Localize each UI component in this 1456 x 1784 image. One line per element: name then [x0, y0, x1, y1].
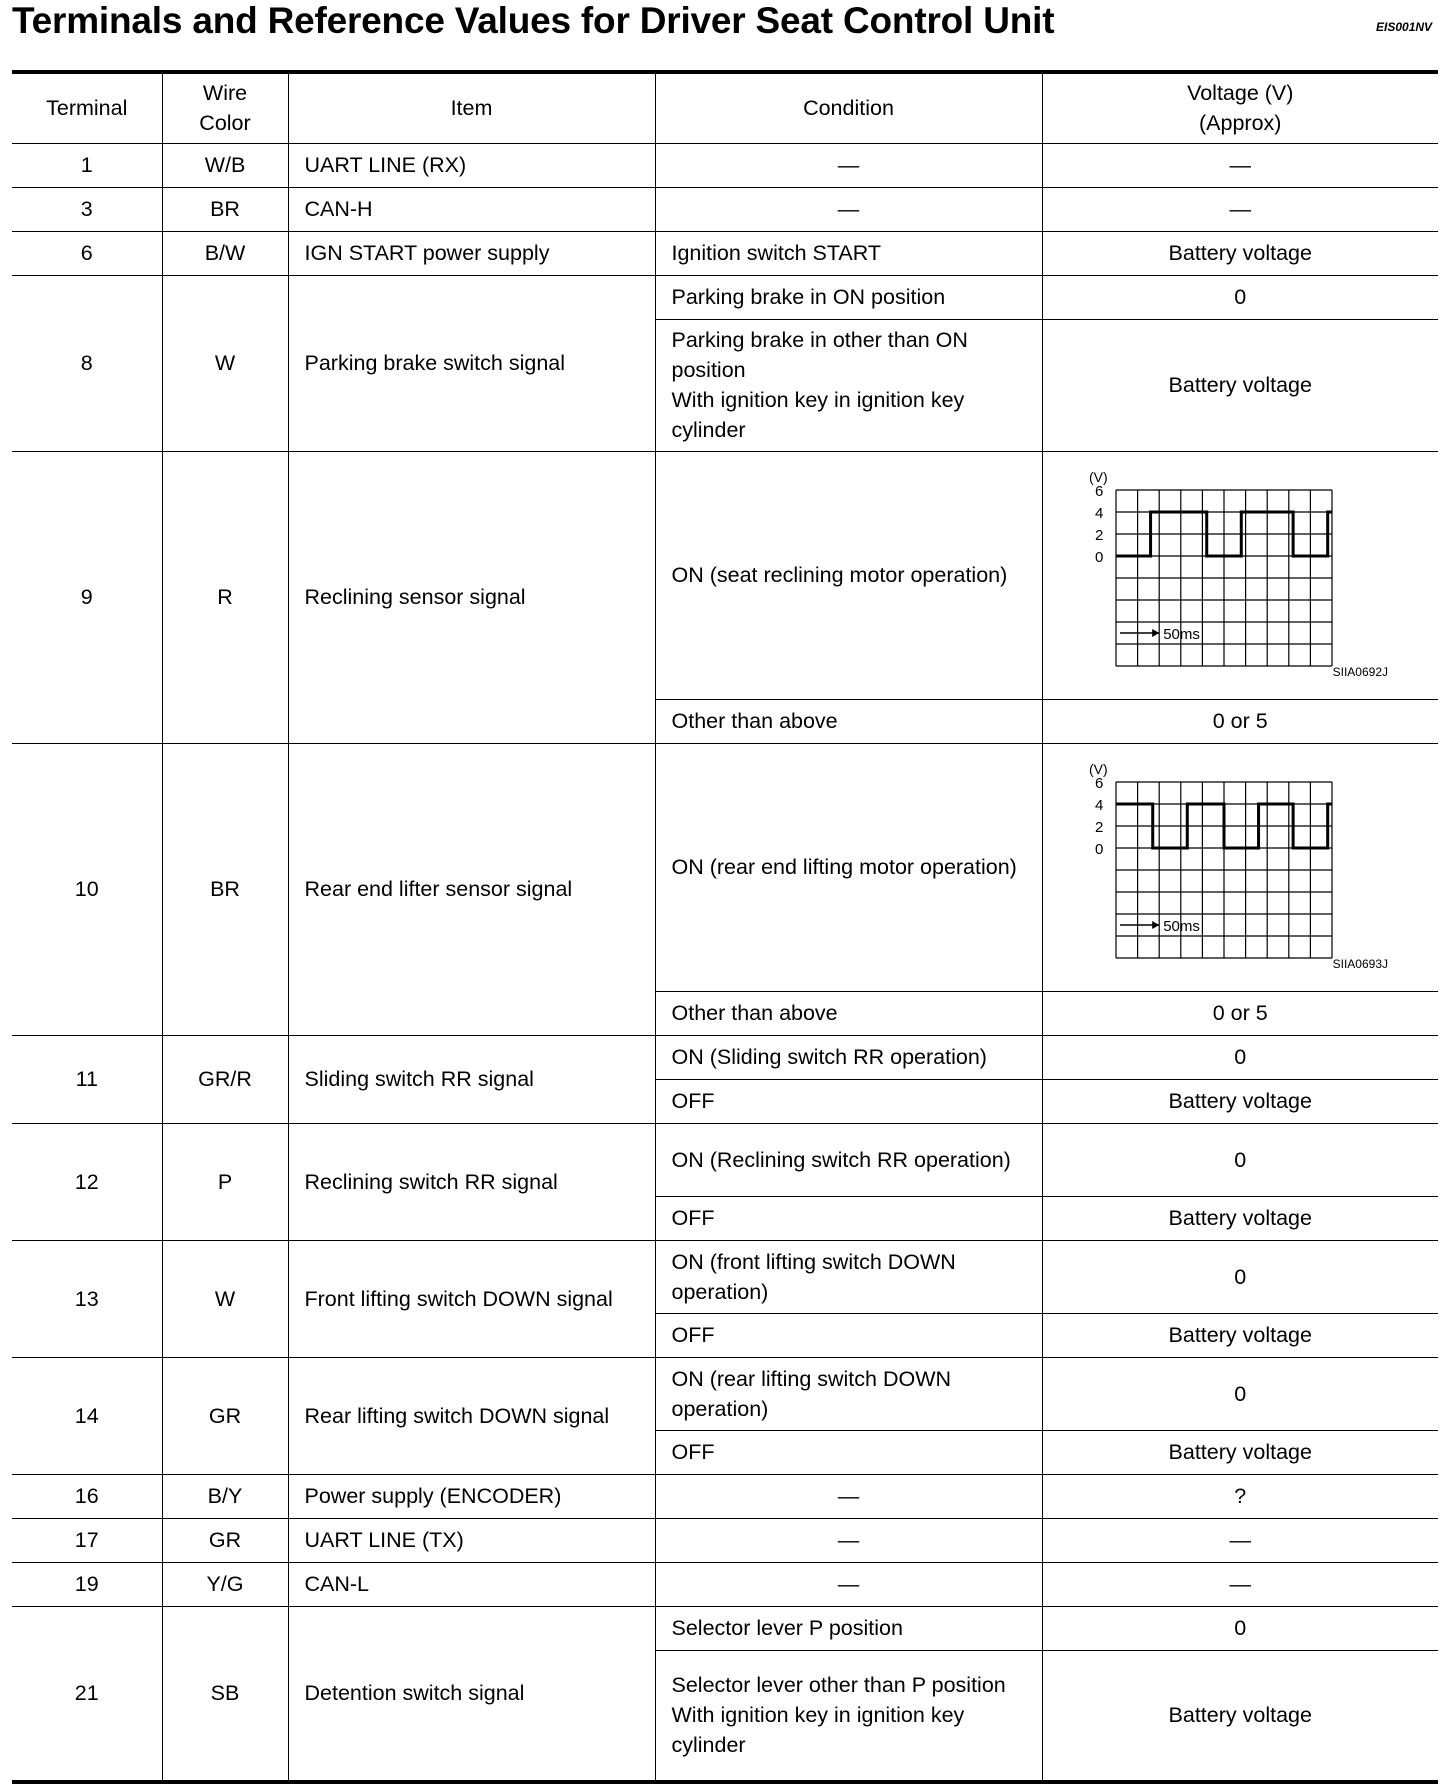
cell-voltage: — [1042, 143, 1438, 187]
cell-condition [655, 1123, 1042, 1196]
cell-voltage: 0 [1042, 275, 1438, 319]
cell-item: Detention switch signal [288, 1606, 655, 1782]
condition-text: ON (seat reclining motor operation) [671, 563, 1008, 587]
cell-condition [655, 319, 1042, 451]
table-row [12, 143, 1438, 187]
cell-item: CAN-H [288, 187, 655, 231]
cell-condition [655, 1035, 1042, 1079]
cell-condition [655, 187, 1042, 231]
cell-condition [655, 1650, 1042, 1782]
table-row [12, 187, 1438, 231]
page-title: Terminals and Reference Values for Driver Seat Control Unit [12, 0, 1055, 41]
cell-condition [655, 1606, 1042, 1650]
condition-text: Selector lever P position [671, 1616, 903, 1640]
header-item: Item [288, 72, 655, 143]
cell-condition [655, 451, 1042, 699]
header-row [12, 72, 1438, 143]
table-row [12, 1123, 1438, 1196]
table-row [12, 743, 1438, 991]
condition-text: — [837, 153, 860, 177]
cell-wire-color: BR [162, 743, 288, 1035]
cell-voltage: 0 [1042, 1035, 1438, 1079]
header-terminal: Terminal [12, 72, 162, 143]
axis-tick-label: 4 [1094, 796, 1103, 814]
header-voltage: Voltage (V) (Approx) [1042, 72, 1438, 143]
condition-text: OFF [671, 1440, 715, 1464]
cell-voltage: Battery voltage [1042, 1313, 1438, 1357]
cell-condition [655, 1430, 1042, 1474]
cell-condition [655, 1562, 1042, 1606]
condition-text: Other than above [671, 1001, 838, 1025]
cell-voltage: 0 [1042, 1357, 1438, 1430]
cell-voltage: Battery voltage [1042, 1196, 1438, 1240]
cell-voltage-waveform [1042, 743, 1438, 991]
axis-tick-label: 2 [1094, 818, 1103, 836]
axis-tick-label: 4 [1094, 504, 1103, 522]
condition-text: — [837, 1528, 860, 1552]
cell-terminal: 17 [12, 1518, 162, 1562]
cell-voltage: Battery voltage [1042, 1650, 1438, 1782]
document-code: EIS001NV [1376, 20, 1433, 34]
cell-condition [655, 1518, 1042, 1562]
table-row [12, 1240, 1438, 1313]
cell-condition [655, 1357, 1042, 1430]
axis-tick-label: 6 [1094, 482, 1103, 500]
condition-text: Selector lever other than P position [671, 1673, 1006, 1698]
cell-voltage: — [1042, 1562, 1438, 1606]
table-body [12, 143, 1438, 1782]
cell-item: Rear end lifter sensor signal [288, 743, 655, 1035]
cell-condition [655, 1196, 1042, 1240]
waveform-graph [1083, 764, 1343, 959]
header-wire-color: Wire Color [162, 72, 288, 143]
axis-tick-label: 0 [1094, 840, 1103, 858]
condition-text: OFF [671, 1206, 715, 1230]
time-scale-label: 50ms [1162, 625, 1200, 643]
cell-terminal: 10 [12, 743, 162, 1035]
condition-text: Other than above [671, 709, 838, 733]
axis-unit-label: (V) [1088, 471, 1108, 485]
table-row [12, 1035, 1438, 1079]
cell-terminal: 1 [12, 143, 162, 187]
waveform-figure [1083, 472, 1343, 675]
condition-text: ON (Reclining switch RR operation) [671, 1147, 1011, 1172]
cell-item: Reclining switch RR signal [288, 1123, 655, 1240]
axis-tick-label: 2 [1094, 526, 1103, 544]
cell-condition [655, 743, 1042, 991]
cell-item: UART LINE (RX) [288, 143, 655, 187]
cell-condition [655, 1240, 1042, 1313]
table-row [12, 275, 1438, 319]
cell-terminal: 8 [12, 275, 162, 451]
time-scale-label: 50ms [1162, 917, 1200, 935]
condition-text-extra: With ignition key in ignition key cylinder [671, 388, 965, 442]
cell-terminal: 9 [12, 451, 162, 743]
condition-text: Parking brake in ON position [671, 285, 946, 309]
cell-voltage: ? [1042, 1474, 1438, 1518]
condition-text: — [837, 1572, 860, 1596]
cell-item: CAN-L [288, 1562, 655, 1606]
cell-voltage: Battery voltage [1042, 231, 1438, 275]
condition-text: — [837, 197, 860, 221]
cell-wire-color: GR [162, 1357, 288, 1474]
cell-voltage: Battery voltage [1042, 319, 1438, 451]
cell-condition [655, 143, 1042, 187]
cell-terminal: 12 [12, 1123, 162, 1240]
cell-item: Reclining sensor signal [288, 451, 655, 743]
cell-condition [655, 1079, 1042, 1123]
cell-item: UART LINE (TX) [288, 1518, 655, 1562]
condition-text-extra: With ignition key in ignition key cylinder [671, 1703, 965, 1758]
table-row [12, 1606, 1438, 1650]
table-row [12, 231, 1438, 275]
cell-wire-color: SB [162, 1606, 288, 1782]
waveform-figure [1083, 764, 1343, 967]
cell-wire-color: W/B [162, 143, 288, 187]
cell-item: Sliding switch RR signal [288, 1035, 655, 1123]
cell-condition [655, 275, 1042, 319]
condition-text: ON (front lifting switch DOWN operation) [671, 1249, 956, 1304]
axis-unit-label: (V) [1088, 763, 1108, 777]
condition-text: ON (Sliding switch RR operation) [671, 1045, 987, 1069]
figure-id: SIIA0693J [1332, 956, 1388, 971]
cell-voltage: 0 [1042, 1606, 1438, 1650]
axis-tick-label: 0 [1094, 548, 1103, 566]
cell-wire-color: Y/G [162, 1562, 288, 1606]
table-row [12, 1518, 1438, 1562]
table-row [12, 451, 1438, 699]
cell-terminal: 13 [12, 1240, 162, 1357]
cell-terminal: 11 [12, 1035, 162, 1123]
condition-text: ON (rear end lifting motor operation) [671, 855, 1017, 879]
cell-terminal: 6 [12, 231, 162, 275]
condition-text: OFF [671, 1089, 715, 1113]
cell-item: Parking brake switch signal [288, 275, 655, 451]
cell-voltage: Battery voltage [1042, 1430, 1438, 1474]
table-row [12, 1474, 1438, 1518]
cell-condition [655, 699, 1042, 743]
condition-text: OFF [671, 1323, 715, 1347]
cell-condition [655, 231, 1042, 275]
table-row [12, 1357, 1438, 1430]
cell-wire-color: W [162, 275, 288, 451]
cell-terminal: 21 [12, 1606, 162, 1782]
condition-text: Ignition switch START [671, 241, 881, 265]
terminal-table [12, 70, 1438, 1784]
condition-text: Parking brake in other than ON position [671, 328, 968, 382]
axis-tick-label: 6 [1094, 774, 1103, 792]
cell-terminal: 14 [12, 1357, 162, 1474]
cell-wire-color: GR/R [162, 1035, 288, 1123]
graph-grid [1116, 490, 1332, 666]
cell-wire-color: R [162, 451, 288, 743]
cell-wire-color: BR [162, 187, 288, 231]
cell-item: IGN START power supply [288, 231, 655, 275]
cell-item: Rear lifting switch DOWN signal [288, 1357, 655, 1474]
cell-terminal: 19 [12, 1562, 162, 1606]
figure-id: SIIA0692J [1332, 664, 1388, 679]
cell-voltage: 0 [1042, 1240, 1438, 1313]
cell-wire-color: B/W [162, 231, 288, 275]
cell-voltage: — [1042, 187, 1438, 231]
cell-voltage: — [1042, 1518, 1438, 1562]
cell-condition [655, 991, 1042, 1035]
cell-wire-color: B/Y [162, 1474, 288, 1518]
cell-voltage: 0 [1042, 1123, 1438, 1196]
cell-wire-color: P [162, 1123, 288, 1240]
condition-text: ON (rear lifting switch DOWN operation) [671, 1366, 952, 1421]
cell-condition [655, 1313, 1042, 1357]
cell-terminal: 3 [12, 187, 162, 231]
waveform-graph [1083, 472, 1343, 667]
cell-voltage: 0 or 5 [1042, 699, 1438, 743]
cell-item: Power supply (ENCODER) [288, 1474, 655, 1518]
header-condition: Condition [655, 72, 1042, 143]
cell-wire-color: GR [162, 1518, 288, 1562]
cell-voltage: Battery voltage [1042, 1079, 1438, 1123]
cell-condition [655, 1474, 1042, 1518]
cell-terminal: 16 [12, 1474, 162, 1518]
cell-voltage: 0 or 5 [1042, 991, 1438, 1035]
condition-text: — [837, 1484, 860, 1508]
cell-item: Front lifting switch DOWN signal [288, 1240, 655, 1357]
cell-wire-color: W [162, 1240, 288, 1357]
cell-voltage-waveform [1042, 451, 1438, 699]
table-row [12, 1562, 1438, 1606]
